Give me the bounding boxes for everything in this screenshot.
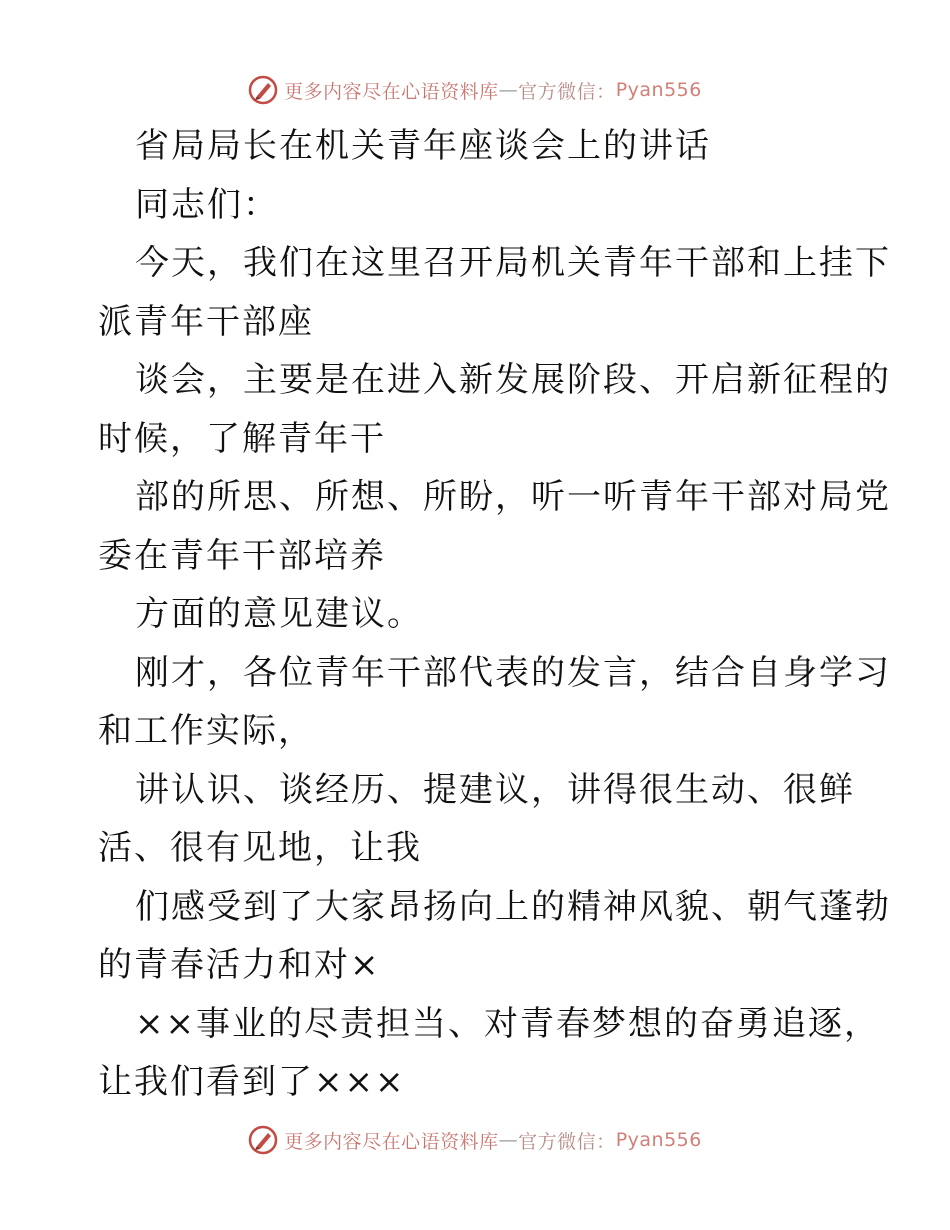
paragraph-line: 讲认识、谈经历、提建议，讲得很生动、很鲜 [135, 769, 855, 810]
paragraph-line: 方面的意见建议。 [135, 594, 423, 634]
watermark-banner-bottom [0, 1120, 950, 1160]
paragraph-line: 委在青年干部培养 [98, 535, 386, 576]
paragraph-line: 今天，我们在这里召开局机关青年干部和上挂下 [135, 243, 891, 283]
paragraph-line: 刚才，各位青年干部代表的发言，结合自身学习 [135, 652, 891, 693]
document-title: 省局局长在机关青年座谈会上的讲话 [135, 126, 711, 166]
pen-logo-icon [248, 75, 278, 105]
watermark-handle: Pyan556 [615, 1129, 702, 1151]
watermark-banner-top [0, 70, 950, 110]
paragraph-line: 活、很有见地，让我 [98, 828, 422, 868]
salutation: 同志们： [135, 184, 279, 225]
watermark-separator: — [498, 79, 519, 101]
paragraph-line: 和工作实际， [98, 711, 314, 751]
paragraph-line: 谈会，主要是在进入新发展阶段、开启新征程的 [135, 360, 891, 400]
paragraph-line: 部的所思、所想、所盼，听一听青年干部对局党 [135, 477, 891, 517]
pen-logo-icon [248, 1125, 278, 1155]
paragraph-line: ××事业的尽责担当、对青春梦想的奋勇追逐， [135, 1003, 880, 1044]
watermark-main-text: 更多内容尽在心语资料库 [284, 1130, 499, 1153]
paragraph-line: 让我们看到了××× [98, 1062, 406, 1102]
document-body [98, 117, 891, 1112]
watermark-wechat-label: 官方微信： [518, 1130, 616, 1153]
paragraph-line: 派青年干部座 [98, 301, 314, 342]
paragraph-line: 时候，了解青年干 [98, 418, 386, 459]
watermark-handle: Pyan556 [615, 79, 702, 101]
watermark-separator: — [498, 1129, 519, 1151]
watermark-main-text: 更多内容尽在心语资料库 [284, 80, 499, 103]
watermark-wechat-label: 官方微信： [518, 80, 616, 103]
paragraph-line: 的青春活力和对× [98, 945, 381, 985]
paragraph-line: 们感受到了大家昂扬向上的精神风貌、朝气蓬勃 [135, 886, 891, 927]
